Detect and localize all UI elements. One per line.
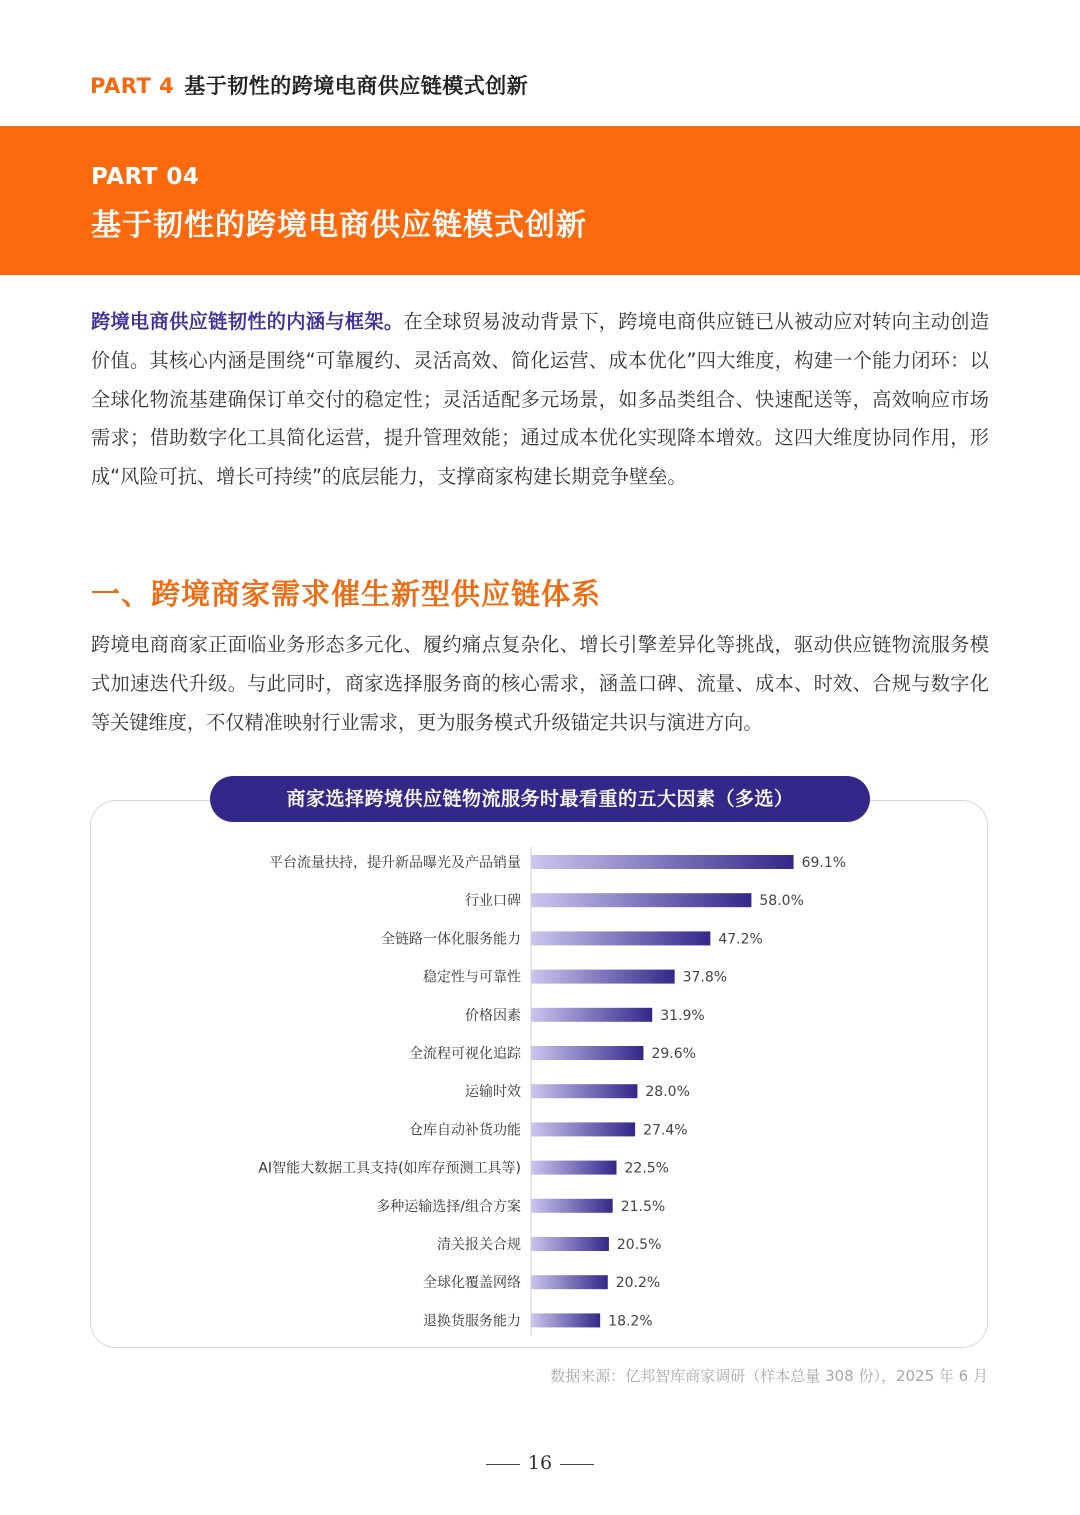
intro-lead: 跨境电商供应链韧性的内涵与框架。 bbox=[91, 310, 404, 333]
bar-category-label: 价格因素 bbox=[465, 1007, 521, 1024]
bar bbox=[531, 1046, 643, 1060]
bar-category-label: 平台流量扶持，提升新品曝光及产品销量 bbox=[269, 855, 521, 871]
bar-value-label: 47.2% bbox=[718, 931, 763, 948]
bar-value-label: 28.0% bbox=[645, 1084, 690, 1101]
bar bbox=[531, 931, 710, 945]
page-number bbox=[0, 1452, 1080, 1474]
bar bbox=[531, 1161, 617, 1175]
section-paragraph: 跨境电商商家正面临业务形态多元化、履约痛点复杂化、增长引擎差异化等挑战，驱动供应链物流服务模式加速迭代升级。与此同时，商家选择服务商的核心需求，涵盖口碑、流量、成本、时效、合规与数字化等关键维度，不仅精准映射行业需求，更为服务模式升级锚定共识与演进方向。 bbox=[91, 633, 989, 734]
bar-value-label: 20.5% bbox=[616, 1237, 662, 1253]
bar-category-label: 退换货服务能力 bbox=[423, 1313, 521, 1330]
bar-value-label: 21.5% bbox=[620, 1198, 666, 1215]
bar bbox=[531, 1313, 600, 1327]
banner-title: 基于韧性的跨境电商供应链模式创新 bbox=[91, 208, 587, 243]
bar-category-label: 行业口碑 bbox=[465, 893, 521, 910]
data-source-note: 数据来源：亿邦智库商家调研（样本总量 308 份），2025 年 6 月 bbox=[550, 1367, 988, 1385]
bar-category-label: AI智能大数据工具支持(如库存预测工具等) bbox=[258, 1160, 521, 1177]
bar-value-label: 29.6% bbox=[651, 1046, 696, 1062]
chart-title: 商家选择跨境供应链物流服务时最看重的五大因素（多选） bbox=[210, 776, 870, 822]
bar-chart bbox=[90, 840, 988, 1340]
bar bbox=[531, 1008, 652, 1022]
bar-value-label: 27.4% bbox=[643, 1122, 688, 1139]
running-header-part: PART 4 bbox=[90, 74, 175, 98]
running-header bbox=[90, 70, 528, 100]
bar-value-label: 22.5% bbox=[624, 1160, 669, 1177]
bar bbox=[531, 893, 751, 907]
section-heading: 一、跨境商家需求催生新型供应链体系 bbox=[91, 577, 602, 611]
intro-paragraph bbox=[91, 303, 989, 497]
bar-value-label: 37.8% bbox=[682, 969, 728, 986]
bar bbox=[531, 970, 675, 984]
bar bbox=[531, 855, 794, 869]
bar bbox=[531, 1084, 637, 1098]
bar-category-label: 多种运输选择/组合方案 bbox=[376, 1198, 521, 1215]
bar bbox=[531, 1275, 608, 1289]
banner-part-label: PART 04 bbox=[91, 164, 200, 190]
bar-category-label: 稳定性与可靠性 bbox=[423, 969, 521, 986]
bar-category-label: 全链路一体化服务能力 bbox=[381, 931, 521, 948]
bar-value-label: 69.1% bbox=[801, 855, 847, 871]
bar-category-label: 全球化覆盖网络 bbox=[423, 1275, 521, 1292]
bar-category-label: 清关报关合规 bbox=[437, 1237, 521, 1253]
page-number-rule-right bbox=[560, 1464, 594, 1465]
bar-value-label: 31.9% bbox=[660, 1007, 705, 1024]
part-banner bbox=[0, 126, 1080, 275]
running-header-title: 基于韧性的跨境电商供应链模式创新 bbox=[184, 74, 529, 98]
page-number-value: 16 bbox=[527, 1452, 553, 1474]
bar-value-label: 58.0% bbox=[759, 893, 804, 910]
bar bbox=[531, 1122, 635, 1136]
intro-body: 在全球贸易波动背景下，跨境电商供应链已从被动应对转向主动创造价值。其核心内涵是围绕“可靠履约、灵活高效、简化运营、成本优化”四大维度，构建一个能力闭环：以全球化物流基建确保订单交付的稳定性；灵活适配多元场景，如多品类组合、快速配送等，高效响应市场需求；借助数字化工具简化运营，提升管理效能；通过成本优化实现降本增效。这四大维度协同作用，形成“风险可抗、增长可持续”的底层能力，支撑商家构建长期竞争壁垒。 bbox=[91, 310, 990, 489]
bar bbox=[531, 1237, 609, 1251]
bar-category-label: 运输时效 bbox=[465, 1084, 521, 1101]
bar bbox=[531, 1199, 613, 1213]
bar-category-label: 仓库自动补货功能 bbox=[409, 1122, 521, 1139]
bar-category-label: 全流程可视化追踪 bbox=[409, 1046, 521, 1062]
page-number-rule-left bbox=[486, 1464, 520, 1465]
bar-value-label: 20.2% bbox=[615, 1275, 661, 1292]
bar-value-label: 18.2% bbox=[608, 1313, 653, 1330]
